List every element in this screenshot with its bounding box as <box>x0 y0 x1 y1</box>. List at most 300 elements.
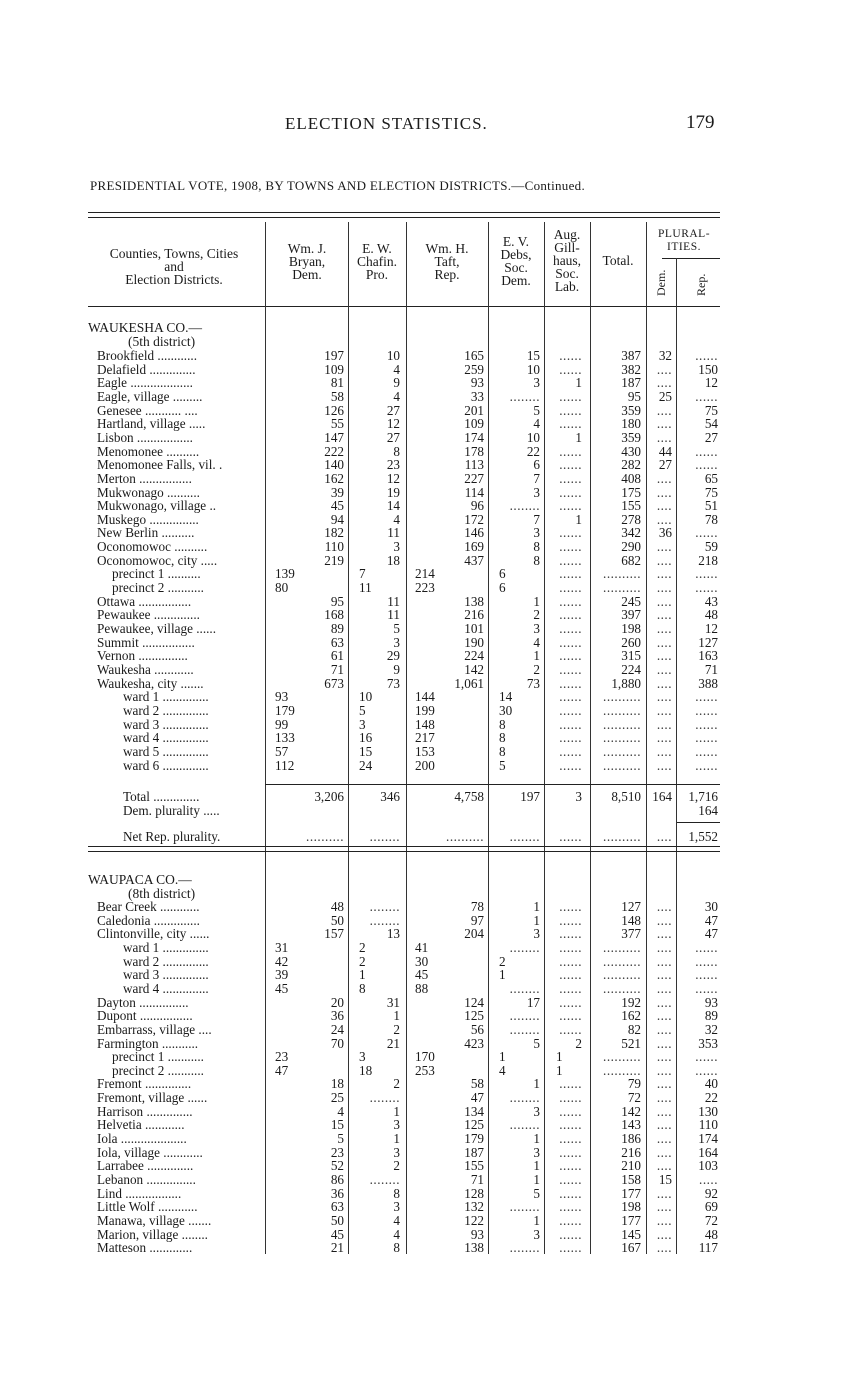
district-name: Hartland, village ..... <box>97 416 206 432</box>
bryan-value: 95 <box>330 593 344 609</box>
total-value: .......... <box>603 580 641 596</box>
rep-value: 27 <box>704 429 718 445</box>
debs-ward-value: 5 <box>499 757 506 773</box>
district-name: ward 1 .............. <box>123 939 209 955</box>
col-header-chafin: E. W. Chafin. Pro. <box>356 241 398 282</box>
district-name: ward 3 .............. <box>123 967 209 983</box>
rep-value: 127 <box>698 634 718 650</box>
table-row <box>0 1037 859 1051</box>
debs-ward-value: 6 <box>499 566 506 582</box>
district-name: Merton ................ <box>97 470 192 486</box>
taft-value: 227 <box>464 470 484 486</box>
bryan-value: 4 <box>337 1103 344 1119</box>
total-value: 216 <box>621 1144 641 1160</box>
total-value: 430 <box>621 443 641 459</box>
taft-value: 216 <box>464 607 484 623</box>
taft-value: 97 <box>470 912 484 928</box>
debs-value: 8 <box>533 539 540 555</box>
total-value: 359 <box>621 402 641 418</box>
dem-value: 36 <box>658 525 672 541</box>
district-name: Matteson ............. <box>97 1240 193 1256</box>
col-header-district: Counties, Towns, Cities and Election Districts. <box>109 246 239 287</box>
table-row <box>0 486 859 500</box>
district-name: Waukesha ............ <box>97 661 194 677</box>
gill-value: ...... <box>559 1131 582 1147</box>
bryan-ward-value: 45 <box>275 980 289 996</box>
gill-value: ...... <box>559 926 582 942</box>
bryan-value: 71 <box>330 661 344 677</box>
gill-value: ...... <box>559 470 582 486</box>
dem-value: .... <box>656 1226 672 1242</box>
gill-value: ...... <box>559 939 582 955</box>
chafin-value: 13 <box>386 926 400 942</box>
page-header-title: ELECTION STATISTICS. <box>285 114 488 133</box>
district-name: ward 6 .............. <box>123 757 209 773</box>
table-row <box>0 927 859 941</box>
rep-value: ...... <box>695 743 718 759</box>
bryan-ward-value: 139 <box>275 566 295 582</box>
rep-value: ...... <box>695 757 718 773</box>
debs-value: 1 <box>533 1076 540 1092</box>
district-name: Lebanon ............... <box>97 1172 196 1187</box>
dem-value: .... <box>656 539 672 555</box>
dem-value: .... <box>656 634 672 650</box>
taft-value: 179 <box>464 1131 484 1147</box>
total-value: 82 <box>627 1021 641 1037</box>
district-name: Fremont .............. <box>97 1076 192 1092</box>
col-header-pluralities: PLURAL-ITIES. <box>657 228 711 253</box>
bryan-value: 55 <box>330 416 344 432</box>
total-value: 210 <box>621 1158 641 1174</box>
chafin-value: 8 <box>393 443 400 459</box>
district-name: Helvetia ............ <box>97 1117 185 1133</box>
total-value: 79 <box>627 1076 641 1092</box>
district-name: Delafield .............. <box>97 361 196 377</box>
gill-ward-value: 1 <box>556 1062 563 1078</box>
table-row <box>0 458 859 472</box>
debs-value: ........ <box>509 498 540 514</box>
debs-value: 5 <box>533 402 540 418</box>
total-value: .......... <box>603 953 641 969</box>
chafin-ward-value: 2 <box>359 939 366 955</box>
table-row <box>0 1064 859 1078</box>
table-subtitle: PRESIDENTIAL VOTE, 1908, BY TOWNS AND ELECTION DISTRICTS.—Continued. <box>90 178 586 193</box>
table-row <box>0 955 859 969</box>
gill-value: ...... <box>559 1199 582 1215</box>
debs-value: 22 <box>526 443 540 459</box>
district-name: ward 2 .............. <box>123 702 209 718</box>
chafin-value: ........ <box>369 912 400 928</box>
rep-value: 72 <box>704 1212 718 1228</box>
dem-value: .... <box>656 689 672 705</box>
total-value: 142 <box>621 1103 641 1119</box>
taft-ward-value: 253 <box>415 1062 435 1078</box>
table-row <box>0 1050 859 1064</box>
bryan-value: 162 <box>324 470 344 486</box>
debs-value: 2 <box>533 607 540 623</box>
district-name: Fremont, village ...... <box>97 1090 208 1106</box>
bryan-value: 168 <box>324 607 344 623</box>
chafin-value: 2 <box>393 1021 400 1037</box>
table-row <box>0 1009 859 1023</box>
rep-value: ...... <box>695 716 718 732</box>
rep-value: 48 <box>704 607 718 623</box>
rep-value: ...... <box>695 702 718 718</box>
chafin-value: 3 <box>393 1199 400 1215</box>
dem-value: .... <box>656 1131 672 1147</box>
bryan-value: 94 <box>330 511 344 527</box>
table-row <box>0 690 859 704</box>
district-name: Eagle, village ......... <box>97 388 203 404</box>
district-name: precinct 1 .......... <box>112 566 201 582</box>
chafin-ward-value: 1 <box>359 967 366 983</box>
table-row <box>0 677 859 691</box>
district-name: Embarrass, village .... <box>97 1021 212 1037</box>
dem-value: .... <box>656 1090 672 1106</box>
table-row <box>0 718 859 732</box>
table-row <box>0 914 859 928</box>
debs-ward-value: 1 <box>499 1049 506 1065</box>
chafin-value: ........ <box>369 829 400 844</box>
rep-value: 130 <box>698 1103 718 1119</box>
district-name: Waukesha, city ....... <box>97 675 204 691</box>
table-row <box>0 390 859 404</box>
dem-value: .... <box>656 1212 672 1228</box>
table-row <box>0 1091 859 1105</box>
total-value: 177 <box>621 1212 641 1228</box>
debs-value: 4 <box>533 634 540 650</box>
taft-ward-value: 217 <box>415 730 435 746</box>
gill-value: ...... <box>559 689 582 705</box>
debs-value: 4 <box>533 416 540 432</box>
taft-value: 101 <box>464 621 484 636</box>
bryan-value: 673 <box>324 675 344 691</box>
debs-value: ........ <box>509 829 540 844</box>
chafin-value: 12 <box>386 416 400 432</box>
gill-value: ...... <box>559 1090 582 1106</box>
col-header-taft: Wm. H. Taft, Rep. <box>425 241 469 282</box>
district-name: ward 4 .............. <box>123 730 209 746</box>
gill-value: ...... <box>559 1212 582 1228</box>
chafin-value: 11 <box>387 525 400 541</box>
district-name: Oconomowoc, city ..... <box>97 552 218 568</box>
total-value: 245 <box>621 593 641 609</box>
bryan-ward-value: 23 <box>275 1049 289 1065</box>
rep-value: 47 <box>704 912 718 928</box>
debs-value: 10 <box>526 361 540 377</box>
taft-value: 47 <box>470 1090 484 1106</box>
county-heading-waukesha: WAUKESHA CO.— <box>88 320 203 335</box>
taft-value: 204 <box>464 926 484 942</box>
dem-value: .... <box>656 980 672 996</box>
rep-value: ..... <box>699 1172 718 1187</box>
district-name: Larrabee .............. <box>97 1158 194 1174</box>
debs-ward-value: 8 <box>499 730 506 746</box>
chafin-value: 4 <box>393 511 400 527</box>
rep-value: 12 <box>704 375 718 391</box>
chafin-ward-value: 3 <box>359 1049 366 1065</box>
table-row <box>0 376 859 390</box>
dem-value: .... <box>656 939 672 955</box>
district-name: ward 2 .............. <box>123 953 209 969</box>
bryan-value: 219 <box>324 552 344 568</box>
district-name: Pewaukee .............. <box>97 607 200 623</box>
total-value: .......... <box>603 757 641 773</box>
total-value: 158 <box>621 1172 641 1187</box>
dem-value: 32 <box>658 348 672 363</box>
gill-value: ...... <box>559 539 582 555</box>
taft-value: 114 <box>464 484 484 500</box>
total-value: 162 <box>621 1008 641 1024</box>
dem-value: .... <box>656 1021 672 1037</box>
debs-value: 1 <box>533 1212 540 1228</box>
chafin-ward-value: 8 <box>359 980 366 996</box>
gill-value: ...... <box>559 757 582 773</box>
total-value: .......... <box>603 1062 641 1078</box>
total-value: 387 <box>621 348 641 363</box>
rep-value: ...... <box>695 348 718 363</box>
debs-value: ........ <box>509 1240 540 1256</box>
debs-value: 15 <box>526 348 540 363</box>
dem-value: .... <box>656 757 672 773</box>
gill-value: ...... <box>559 621 582 636</box>
total-value: 192 <box>621 994 641 1010</box>
table-row <box>0 1200 859 1214</box>
county-heading-waupaca: WAUPACA CO.— <box>88 872 192 887</box>
table-row <box>0 526 859 540</box>
dem-value: .... <box>656 716 672 732</box>
rep-value: 103 <box>698 1158 718 1174</box>
rep-value: 150 <box>698 361 718 377</box>
table-row <box>0 608 859 622</box>
chafin-value: 3 <box>393 634 400 650</box>
table-row <box>0 1228 859 1242</box>
bryan-ward-value: 93 <box>275 689 289 705</box>
table-row <box>0 704 859 718</box>
bryan-value: 63 <box>330 634 344 650</box>
debs-ward-value: 2 <box>499 953 506 969</box>
district-name: Harrison .............. <box>97 1103 193 1119</box>
bryan-value: 45 <box>330 1226 344 1242</box>
table-row <box>0 941 859 955</box>
gill-value: ...... <box>559 1158 582 1174</box>
total-value: 408 <box>621 470 641 486</box>
bryan-ward-value: 80 <box>275 580 289 596</box>
district-name: Genesee ........... .... <box>97 402 198 418</box>
dem-value: .... <box>656 1117 672 1133</box>
dem-value: .... <box>656 552 672 568</box>
debs-value: 3 <box>533 484 540 500</box>
taft-value: 187 <box>464 1144 484 1160</box>
bryan-value: 81 <box>330 375 344 391</box>
rep-value: 353 <box>698 1035 718 1051</box>
gill-value: ...... <box>559 552 582 568</box>
total-value: 127 <box>621 899 641 914</box>
rep-value: 71 <box>704 661 718 677</box>
debs-value: ........ <box>509 388 540 404</box>
gill-value: ...... <box>559 525 582 541</box>
total-value: 377 <box>621 926 641 942</box>
gill-value: ...... <box>559 912 582 928</box>
gill-value: ...... <box>559 1103 582 1119</box>
gill-value: ...... <box>559 361 582 377</box>
bryan-value: 70 <box>330 1035 344 1051</box>
rep-value: 75 <box>704 402 718 418</box>
rep-value: 89 <box>704 1008 718 1024</box>
bryan-value: .......... <box>306 829 344 844</box>
dem-value: 27 <box>658 457 672 473</box>
district-name: Muskego ............... <box>97 511 199 527</box>
rep-value: ...... <box>695 730 718 746</box>
dem-value: .... <box>656 470 672 486</box>
rep-value: 47 <box>704 926 718 942</box>
dem-value: .... <box>656 926 672 942</box>
chafin-value: 1 <box>393 1008 400 1024</box>
dem-value: .... <box>656 648 672 664</box>
district-name: Eagle ................... <box>97 375 193 391</box>
chafin-value: 2 <box>393 1158 400 1174</box>
rep-value: ...... <box>695 1049 718 1065</box>
rep-value: 218 <box>698 552 718 568</box>
debs-value: 1 <box>533 593 540 609</box>
chafin-value: 11 <box>387 607 400 623</box>
chafin-value: 2 <box>393 1076 400 1092</box>
dem-value: .... <box>656 829 672 844</box>
debs-value: ........ <box>509 1008 540 1024</box>
total-value: 359 <box>621 429 641 445</box>
chafin-value: 21 <box>386 1035 400 1051</box>
gill-value: ...... <box>559 1226 582 1242</box>
chafin-value: 9 <box>393 375 400 391</box>
chafin-ward-value: 10 <box>359 689 373 705</box>
table-row <box>0 1132 859 1146</box>
bryan-value: 140 <box>324 457 344 473</box>
district-name: New Berlin .......... <box>97 525 195 541</box>
table-row <box>0 996 859 1010</box>
rep-value: 22 <box>704 1090 718 1106</box>
total-value: .......... <box>603 980 641 996</box>
district-name: Net Rep. plurality. <box>123 829 221 844</box>
table-row <box>0 554 859 568</box>
taft-value: 165 <box>464 348 484 363</box>
total-value: 198 <box>621 621 641 636</box>
chafin-ward-value: 16 <box>359 730 373 746</box>
district-name: Caledonia .............. <box>97 912 200 928</box>
taft-value: 93 <box>470 375 484 391</box>
district-name: Iola, village ............ <box>97 1144 203 1160</box>
total-value: .......... <box>603 939 641 955</box>
chafin-value: 8 <box>393 1185 400 1201</box>
gill-value: ...... <box>559 829 582 844</box>
gill-value: ...... <box>559 402 582 418</box>
table-row <box>0 1077 859 1091</box>
total-value: 282 <box>621 457 641 473</box>
table-row <box>0 790 859 804</box>
chafin-value: 4 <box>393 1226 400 1242</box>
debs-value: 3 <box>533 375 540 391</box>
bryan-value: 222 <box>324 443 344 459</box>
table-row <box>0 1146 859 1160</box>
debs-value: 7 <box>533 511 540 527</box>
bryan-ward-value: 47 <box>275 1062 289 1078</box>
table-row <box>0 968 859 982</box>
chafin-value: 1 <box>393 1131 400 1147</box>
total-value: 155 <box>621 498 641 514</box>
taft-value: 132 <box>464 1199 484 1215</box>
gill-value: 2 <box>575 1035 582 1051</box>
debs-value: 17 <box>526 994 540 1010</box>
dem-value: .... <box>656 566 672 582</box>
taft-ward-value: 41 <box>415 939 429 955</box>
bryan-value: 126 <box>324 402 344 418</box>
bryan-value: 89 <box>330 621 344 636</box>
bryan-value: 147 <box>324 429 344 445</box>
total-value: 95 <box>627 388 641 404</box>
rep-value: ...... <box>695 525 718 541</box>
chafin-value: 18 <box>386 552 400 568</box>
bryan-ward-value: 99 <box>275 716 289 732</box>
rep-value: ...... <box>695 980 718 996</box>
debs-value: 7 <box>533 470 540 486</box>
debs-value: 5 <box>533 1035 540 1051</box>
table-row <box>0 830 859 844</box>
table-row <box>0 363 859 377</box>
taft-value: 201 <box>464 402 484 418</box>
debs-value: 6 <box>533 457 540 473</box>
district-name: Mukwonago, village .. <box>97 498 217 514</box>
total-value: 167 <box>621 1240 641 1256</box>
district-name: ward 1 .............. <box>123 689 209 705</box>
total-value: .......... <box>603 743 641 759</box>
debs-value: ........ <box>509 1090 540 1106</box>
bryan-value: 20 <box>330 994 344 1010</box>
table-row <box>0 472 859 486</box>
taft-value: 58 <box>470 1076 484 1092</box>
district-name: Summit ................ <box>97 634 195 650</box>
bryan-value: 63 <box>330 1199 344 1215</box>
total-value: 1,880 <box>611 675 641 691</box>
taft-value: 178 <box>464 443 484 459</box>
rep-value: 75 <box>704 484 718 500</box>
bryan-value: 3,206 <box>314 789 344 804</box>
bryan-value: 36 <box>330 1008 344 1024</box>
debs-value: ........ <box>509 939 540 955</box>
taft-value: 224 <box>464 648 484 664</box>
district-heading-waukesha: (5th district) <box>128 334 196 349</box>
table-row <box>0 1023 859 1037</box>
debs-ward-value: 8 <box>499 716 506 732</box>
taft-value: 33 <box>470 388 484 404</box>
bryan-value: 45 <box>330 498 344 514</box>
bryan-value: 21 <box>330 1240 344 1256</box>
table-row <box>0 1173 859 1187</box>
gill-value: ...... <box>559 1008 582 1024</box>
dem-value: .... <box>656 1158 672 1174</box>
gill-value: ...... <box>559 498 582 514</box>
table-row <box>0 1105 859 1119</box>
table-row <box>0 1159 859 1173</box>
dem-value: .... <box>656 416 672 432</box>
district-name: Dayton ............... <box>97 994 189 1010</box>
rep-value: ...... <box>695 953 718 969</box>
chafin-value: 10 <box>386 348 400 363</box>
debs-value: 3 <box>533 1226 540 1242</box>
debs-value: 3 <box>533 1103 540 1119</box>
district-name: Menomonee Falls, vil. . <box>97 457 223 473</box>
rep-value: 40 <box>704 1076 718 1092</box>
debs-value: 3 <box>533 1144 540 1160</box>
table-row <box>0 982 859 996</box>
